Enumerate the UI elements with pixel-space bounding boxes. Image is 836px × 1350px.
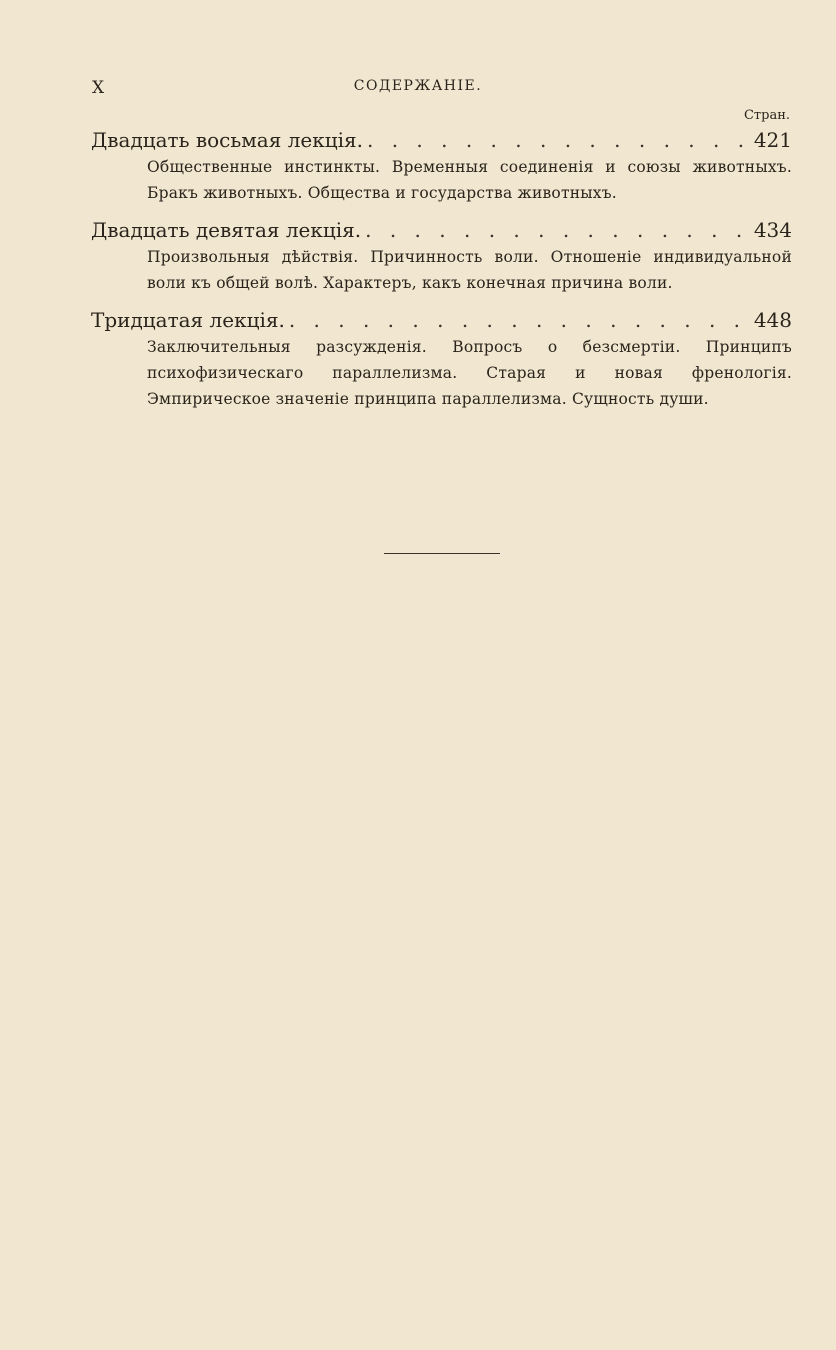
page-reference: 448	[753, 308, 792, 332]
dot-leader	[367, 126, 748, 154]
lecture-summary: Заключительныя разсужденія. Вопросъ о безсмертіи. Принципъ психофизическаго параллелизма. Старая и новая френологія. Эмпирическое значеніе принципа параллелизма. Сущность души.	[147, 338, 792, 408]
lecture-title: Двадцать девятая лекція.	[91, 218, 362, 242]
toc-entry	[91, 306, 792, 412]
toc-entry-heading	[91, 306, 792, 334]
lecture-summary: Произвольныя дѣйствія. Причинность воли. Отношеніе индивидуальной воли къ общей волѣ. Характеръ, какъ конечная причина воли.	[147, 248, 792, 292]
toc-entry-heading	[91, 216, 792, 244]
end-rule	[384, 553, 500, 554]
lecture-title: Тридцатая лекція.	[91, 308, 285, 332]
page-number: X	[92, 78, 106, 98]
dot-leader	[365, 216, 748, 244]
toc-entry-heading	[91, 126, 792, 154]
lecture-summary: Общественные инстинкты. Временныя соединенія и союзы животныхъ. Бракъ животныхъ. Общества и государства животныхъ.	[147, 158, 792, 202]
running-title: СОДЕРЖАНІЕ.	[353, 78, 483, 94]
dot-leader	[289, 306, 748, 334]
table-of-contents	[91, 126, 792, 422]
page-column-label: Стран.	[743, 108, 790, 123]
toc-entry	[91, 216, 792, 296]
lecture-title: Двадцать восьмая лекція.	[91, 128, 363, 152]
toc-entry	[91, 126, 792, 206]
page-reference: 421	[753, 128, 792, 152]
page-reference: 434	[753, 218, 792, 242]
